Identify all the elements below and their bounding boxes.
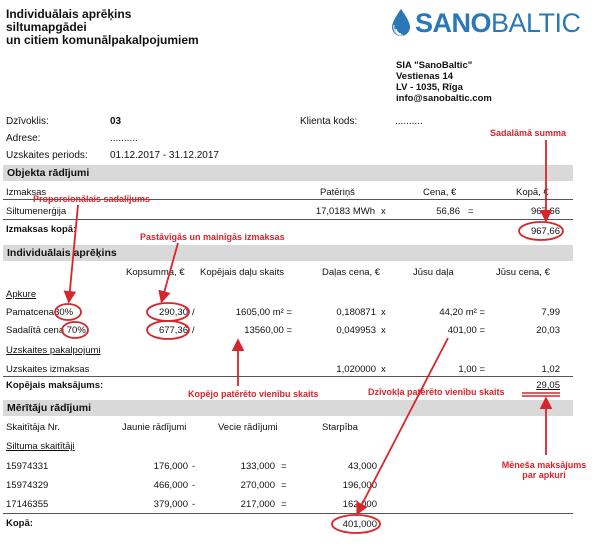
- col-meter-no: Skaitītāja Nr.: [6, 422, 60, 433]
- company-name: SIA "SanoBaltic": [396, 60, 473, 71]
- col-difference: Starpība: [322, 422, 358, 433]
- heat-energy-label: Siltumenerģija: [6, 206, 67, 217]
- op-multiply: x: [381, 364, 386, 375]
- meter-old: 270,000: [240, 480, 275, 491]
- highlight-total-costs: [519, 222, 563, 240]
- col-units: Kopējais daļu skaits: [200, 267, 284, 278]
- col-consumption: Patēriņš: [320, 187, 355, 198]
- object-readings-header: Objekta rādījumi: [3, 165, 573, 181]
- doc-title-line-3: un citiem komunālpakalpojumiem: [6, 33, 199, 47]
- col-your-price: Jūsu cena, €: [496, 267, 550, 278]
- col-price: Cena, €: [423, 187, 457, 198]
- col-total: Kopā, €: [516, 187, 549, 198]
- op-divide: /: [192, 325, 195, 336]
- company-email: info@sanobaltic.com: [396, 93, 492, 104]
- op-minus: -: [192, 499, 196, 510]
- costs-total-label: Izmaksas kopā:: [6, 224, 77, 235]
- split-price-units: 13560,00 =: [244, 325, 292, 336]
- meter-no: 15974329: [6, 480, 49, 491]
- client-code-value: ..........: [395, 116, 423, 127]
- op-minus: -: [192, 461, 196, 472]
- base-price-unit-price: 0,180871: [336, 307, 376, 318]
- highlight-pct-70: [62, 322, 88, 338]
- op-multiply: x: [381, 325, 386, 336]
- address-value: ..........: [110, 133, 138, 144]
- op-multiply: x: [381, 206, 386, 217]
- base-price-share: 44,20 m² =: [439, 307, 485, 318]
- split-price-label: Sadalītā cena 70%: [6, 325, 86, 336]
- op-equals: =: [468, 206, 474, 217]
- period-value: 01.12.2017 - 31.12.2017: [110, 150, 219, 161]
- col-old-reading: Vecie rādījumi: [218, 422, 278, 433]
- arrow-fixed-variable: [162, 243, 178, 300]
- meter-readings-header: Mērītāju rādījumi: [3, 400, 573, 416]
- op-equals: =: [281, 499, 287, 510]
- col-unit-price: Daļas cena, €: [322, 267, 381, 278]
- op-minus: -: [192, 480, 196, 491]
- heating-group-label: Apkure: [6, 289, 37, 300]
- service-your-price: 1,02: [541, 364, 560, 375]
- company-city: LV - 1035, Rīga: [396, 82, 463, 93]
- individual-calc-header: Individuālais aprēķins: [3, 245, 573, 261]
- col-new-reading: Jaunie rādījumi: [122, 422, 187, 433]
- period-label: Uzskaites periods:: [6, 150, 88, 161]
- services-group-label: Uzskaites pakalpojumi: [6, 345, 101, 356]
- annotation-sum-to-split: Sadalāmā summa: [490, 128, 567, 138]
- meters-total-label: Kopā:: [6, 518, 33, 529]
- address-label: Adrese:: [6, 133, 41, 144]
- annotation-common-units: Kopējo patērēto vienību skaits: [188, 389, 319, 399]
- total-payment-label: Kopējais maksājums:: [6, 380, 104, 391]
- total-payment-value: 29,05: [536, 380, 560, 391]
- op-multiply: x: [381, 307, 386, 318]
- doc-title-line-2: siltumapgādei: [6, 20, 87, 34]
- company-street: Vestienas 14: [396, 71, 454, 82]
- heat-meters-group-label: Siltuma skaitītāji: [6, 441, 75, 452]
- base-price-sum: 290,30: [158, 307, 188, 318]
- arrow-apartment-units: [358, 338, 448, 512]
- base-price-label: Pamatcena30%: [6, 307, 74, 318]
- meter-old: 133,000: [240, 461, 275, 472]
- apartment-label: Dzīvoklis:: [6, 116, 49, 127]
- col-sum: Kopsumma, €: [126, 267, 185, 278]
- annotation-proportional: Proporcionālais sadalījums: [33, 194, 151, 204]
- split-price-your-price: 20,03: [536, 325, 560, 336]
- meter-new: 176,000: [153, 461, 188, 472]
- meter-new: 379,000: [153, 499, 188, 510]
- meter-new: 466,000: [153, 480, 188, 491]
- doc-title-line-1: Individuālais aprēķins: [6, 7, 132, 21]
- meter-diff: 162,000: [342, 499, 377, 510]
- op-divide: /: [192, 307, 195, 318]
- costs-total-value: 967,66: [530, 226, 560, 237]
- heat-energy-total: 967,66: [530, 206, 560, 217]
- meter-old: 217,000: [240, 499, 275, 510]
- heat-energy-price: 56,86: [436, 206, 460, 217]
- highlight-pct-30: [55, 304, 81, 320]
- op-equals: =: [281, 461, 287, 472]
- highlight-sum-290: [147, 303, 189, 321]
- service-cost-label: Uzskaites izmaksas: [6, 364, 90, 375]
- service-share: 1,00 =: [458, 364, 485, 375]
- service-unit-price: 1,020000: [336, 364, 376, 375]
- highlight-sum-677: [147, 321, 189, 339]
- meter-diff: 43,000: [347, 461, 377, 472]
- annotation-apartment-units: Dzīvokļa patērēto vienību skaits: [368, 387, 505, 397]
- split-price-unit-price: 0,049953: [336, 325, 376, 336]
- arrow-proportional: [69, 205, 78, 300]
- highlight-meters-total: [332, 515, 380, 533]
- col-item: Izmaksas: [6, 187, 47, 198]
- meter-no: 17146355: [6, 499, 49, 510]
- split-price-sum: 677,36: [158, 325, 188, 336]
- meters-total-value: 401,000: [342, 519, 377, 530]
- col-share: Jūsu daļa: [413, 267, 454, 278]
- apartment-value: 03: [110, 116, 122, 127]
- meter-no: 15974331: [6, 461, 49, 472]
- split-price-share: 401,00 =: [447, 325, 485, 336]
- base-price-your-price: 7,99: [541, 307, 560, 318]
- op-equals: =: [281, 480, 287, 491]
- annotation-fixed-variable: Pastāvīgās un mainīgās izmaksas: [140, 232, 285, 242]
- heat-energy-consumption: 17,0183 MWh: [315, 206, 375, 217]
- base-price-units: 1605,00 m² =: [235, 307, 292, 318]
- client-code-label: Klienta kods:: [300, 116, 358, 127]
- meter-diff: 196,000: [342, 480, 377, 491]
- logo-wordmark: SANOBALTIC: [415, 7, 581, 38]
- annotation-monthly-payment: Mēneša maksājums par apkuri: [501, 460, 587, 480]
